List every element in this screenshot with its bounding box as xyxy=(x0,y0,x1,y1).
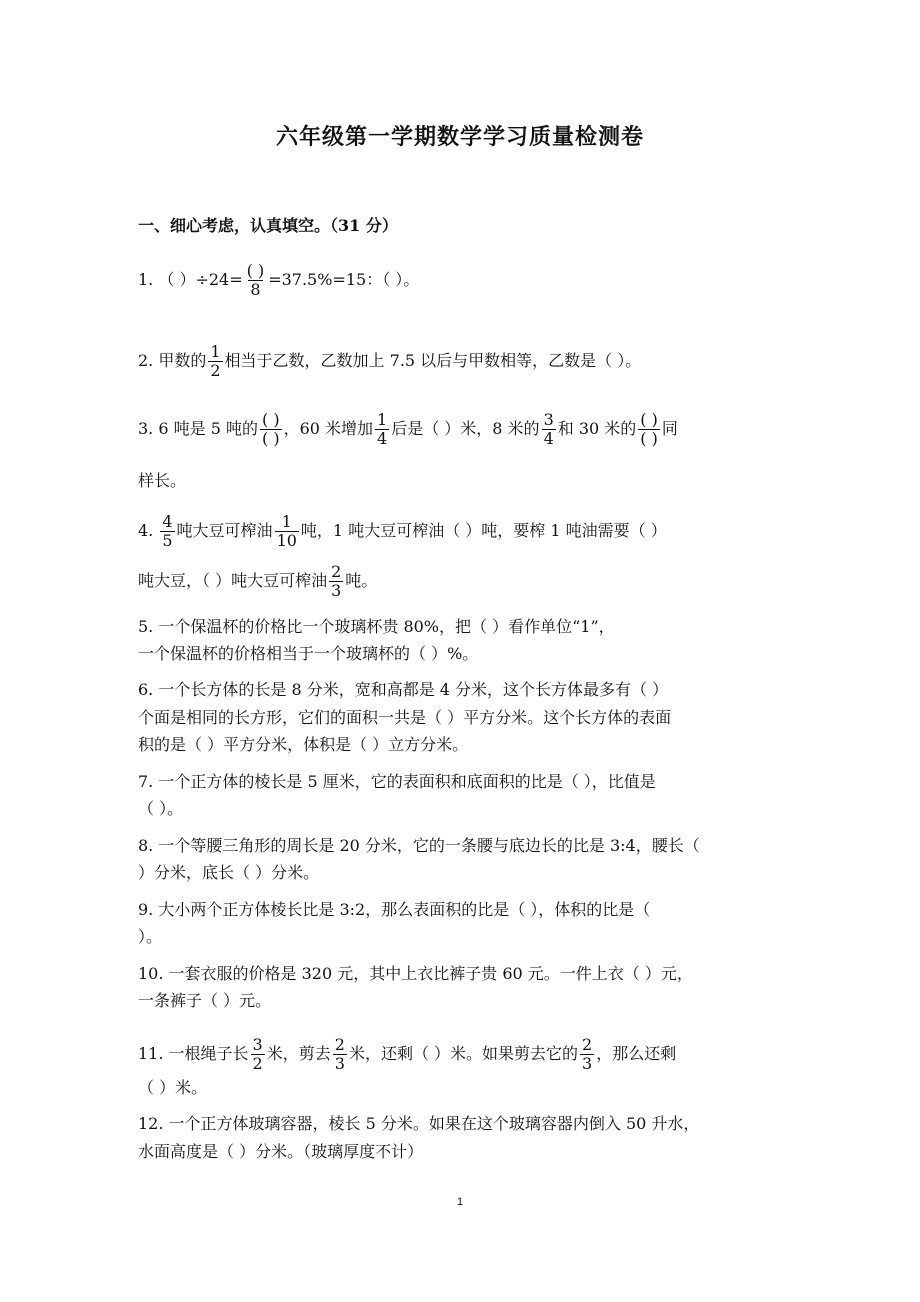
fraction: $\frac{( )}{( )}$ xyxy=(640,410,658,448)
question-10-line-1: 10. 一套衣服的价格是 320 元，其中上衣比裤子贵 60 元。一件上衣（ ）元， xyxy=(138,964,693,983)
question-1: 1. （ ）÷24= $\frac{( )}{8}$ =37.5%=15：（ ）。 xyxy=(138,261,420,299)
fraction: $\frac{3}{4}$ xyxy=(543,410,554,448)
fraction: $\frac{( )}{8}$ xyxy=(246,261,265,299)
question-8-line-2: ）分米，底长（ ）分米。 xyxy=(138,863,320,882)
question-9-line-1: 9. 大小两个正方体棱长比是 3:2，那么表面积的比是（ ），体积的比是（ xyxy=(138,900,651,919)
fraction: $\frac{2}{3}$ xyxy=(331,562,342,600)
question-3: 3. 6 吨是 5 吨的 $\frac{( )}{( )}$ ，60 米增加 $\frac{1}{4}$ 后是（ ）米，8 米的 $\frac{3}{4}$ 和 30 米的 $\frac{( )}{( )}$ 同 xyxy=(138,410,678,448)
question-7-line-1: 7. 一个正方体的棱长是 5 厘米，它的表面积和底面积的比是（ ），比值是 xyxy=(138,772,656,791)
page-number: 1 xyxy=(456,1196,464,1208)
fraction: $\frac{1}{10}$ xyxy=(276,512,297,550)
page-title: 六年级第一学期数学学习质量检测卷 xyxy=(275,124,644,150)
question-10-line-2: 一条裤子（ ）元。 xyxy=(138,991,272,1010)
question-12-line-2: 水面高度是（ ）分米。（玻璃厚度不计） xyxy=(138,1142,424,1161)
question-2: 2. 甲数的 $\frac{1}{2}$ 相当于乙数，乙数加上 7.5 以后与甲数相等，乙数是（ ）。 xyxy=(138,342,642,380)
question-11-continued: （ ）米。 xyxy=(138,1078,208,1097)
question-12-line-1: 12. 一个正方体玻璃容器，棱长 5 分米。如果在这个玻璃容器内倒入 50 升水， xyxy=(138,1114,700,1133)
question-6-line-2: 个面是相同的长方形，它们的面积一共是（ ）平方分米。这个长方体的表面 xyxy=(138,708,672,727)
fraction: $\frac{4}{5}$ xyxy=(162,512,173,550)
question-6-line-1: 6. 一个长方体的长是 8 分米，宽和高都是 4 分米，这个长方体最多有（ ） xyxy=(138,680,669,699)
question-5-line-1: 5. 一个保温杯的价格比一个玻璃杯贵 80%，把（ ）看作单位“1”， xyxy=(138,617,615,636)
section-heading: 一、细心考虑，认真填空。（31 分） xyxy=(138,216,398,235)
fraction: $\frac{1}{4}$ xyxy=(377,410,388,448)
fraction: $\frac{3}{2}$ xyxy=(252,1035,263,1073)
fraction: $\frac{2}{3}$ xyxy=(582,1035,593,1073)
fraction: $\frac{( )}{( )}$ xyxy=(261,410,280,448)
question-11: 11. 一根绳子长 $\frac{3}{2}$ 米，剪去 $\frac{2}{3}$ 米，还剩（ ）米。如果剪去它的 $\frac{2}{3}$ ，那么还剩 xyxy=(138,1035,677,1073)
fraction: $\frac{2}{3}$ xyxy=(334,1035,345,1073)
fraction: $\frac{1}{2}$ xyxy=(210,342,221,380)
question-4: 4. $\frac{4}{5}$ 吨大豆可榨油 $\frac{1}{10}$ 吨，1 吨大豆可榨油（ ）吨，要榨 1 吨油需要（ ） xyxy=(138,512,667,550)
question-3-continued: 样长。 xyxy=(138,471,187,490)
question-9-line-2: ）。 xyxy=(138,927,163,946)
question-7-line-2: （ ）。 xyxy=(138,799,184,818)
question-8-line-1: 8. 一个等腰三角形的周长是 20 分米，它的一条腰与底边长的比是 3:4，腰长（ xyxy=(138,836,700,855)
question-4-continued: 吨大豆，（ ）吨大豆可榨油 $\frac{2}{3}$ 吨。 xyxy=(138,562,378,600)
question-6-line-3: 积的是（ ）平方分米，体积是（ ）立方分米。 xyxy=(138,735,469,754)
question-5-line-2: 一个保温杯的价格相当于一个玻璃杯的（ ）%。 xyxy=(138,644,479,663)
